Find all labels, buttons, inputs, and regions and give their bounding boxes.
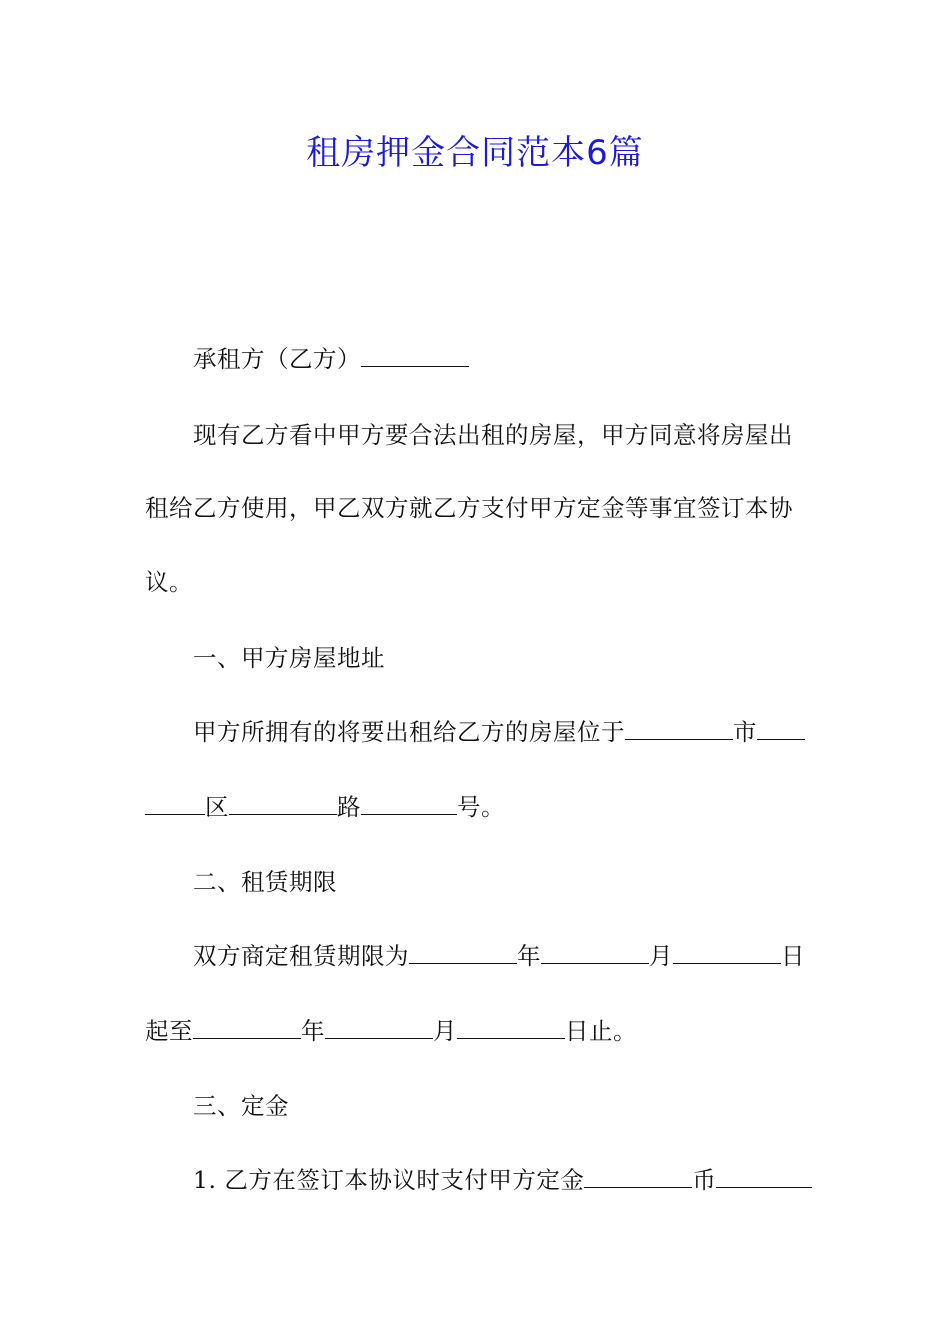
document-title: 租房押金合同范本6篇 — [306, 133, 644, 173]
term-day-blank — [673, 941, 781, 964]
deposit-amount-blank — [584, 1165, 692, 1188]
road-blank — [229, 792, 337, 815]
term-year-blank — [409, 941, 517, 964]
term-month-blank — [541, 941, 649, 964]
section-heading-term: 二、租赁期限 — [193, 868, 337, 896]
district-blank-end — [145, 792, 205, 815]
term-end-day-blank — [457, 1016, 565, 1039]
term-line-2 — [145, 1014, 637, 1048]
intro-line-3: 议。 — [145, 568, 193, 596]
tenant-label: 承租方（乙方） — [193, 345, 361, 373]
term-line-1 — [193, 939, 805, 973]
section-heading-deposit: 三、定金 — [193, 1092, 289, 1120]
term-year-label: 年 — [517, 942, 541, 970]
address-line-2 — [145, 790, 505, 824]
deposit-currency-blank — [716, 1165, 812, 1188]
address-number-label: 号。 — [457, 793, 505, 821]
section-heading-address: 一、甲方房屋地址 — [193, 644, 385, 672]
term-end-month-blank — [325, 1016, 433, 1039]
address-city-label: 市 — [733, 718, 757, 746]
number-blank — [361, 792, 457, 815]
term-end-day-label: 日止。 — [565, 1017, 637, 1045]
district-blank-start — [757, 717, 805, 740]
deposit-currency-label: 币 — [692, 1166, 717, 1194]
city-blank — [625, 717, 733, 740]
tenant-line — [193, 342, 469, 376]
term-month-label: 月 — [649, 942, 673, 970]
term-day-label: 日 — [781, 942, 805, 970]
deposit-line-1 — [193, 1163, 812, 1197]
address-road-label: 路 — [337, 793, 361, 821]
term-end-year-label: 年 — [301, 1017, 325, 1045]
deposit-intro: 1. 乙方在签订本协议时支付甲方定金 — [193, 1166, 585, 1194]
address-line-1 — [193, 715, 805, 749]
term-intro: 双方商定租赁期限为 — [193, 942, 409, 970]
term-end-year-blank — [193, 1016, 301, 1039]
term-end-month-label: 月 — [433, 1017, 457, 1045]
term-from-label: 起至 — [145, 1017, 193, 1045]
address-intro: 甲方所拥有的将要出租给乙方的房屋位于 — [193, 718, 625, 746]
intro-line-2: 租给乙方使用，甲乙双方就乙方支付甲方定金等事宜签订本协 — [145, 494, 793, 522]
address-district-label: 区 — [205, 793, 229, 821]
tenant-blank — [361, 344, 469, 367]
intro-line-1: 现有乙方看中甲方要合法出租的房屋，甲方同意将房屋出 — [193, 421, 793, 449]
